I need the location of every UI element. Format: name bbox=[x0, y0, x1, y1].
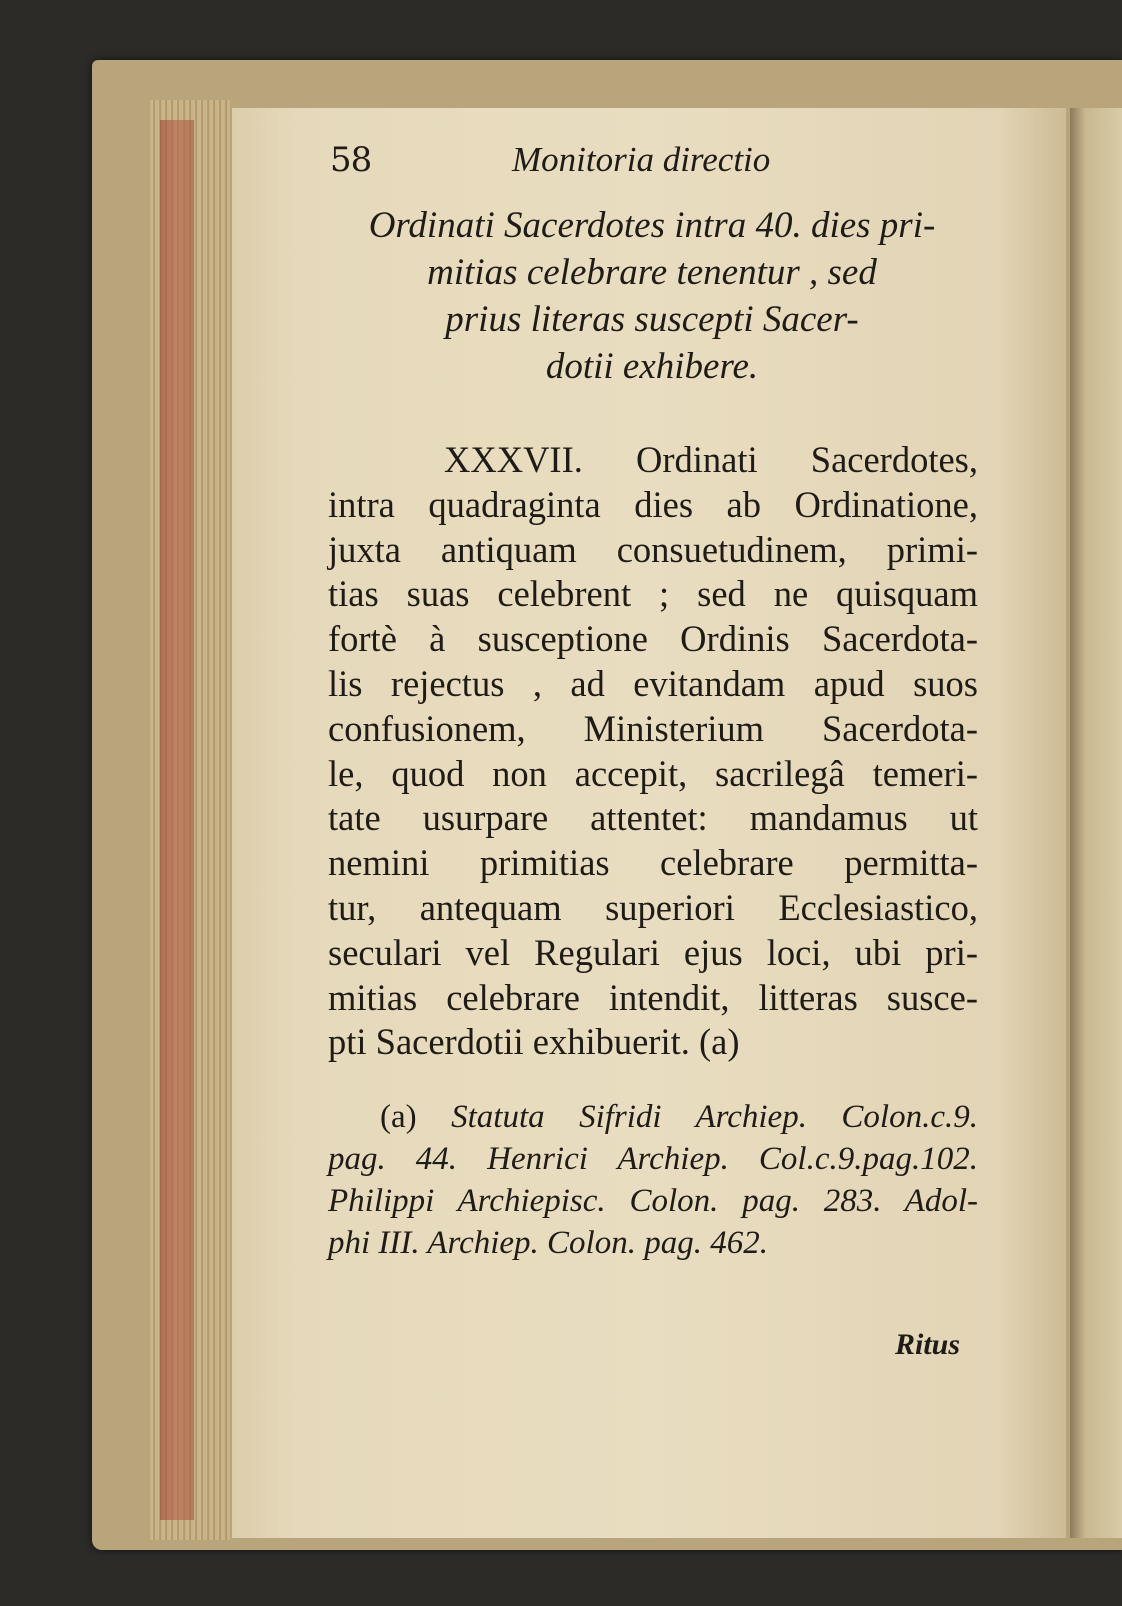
red-page-edge bbox=[160, 120, 194, 1520]
body-line: lis rejectus , ad evitandam apud suos bbox=[328, 662, 978, 704]
running-head: Monitoria directio bbox=[512, 140, 771, 179]
body-line: nemini primitias celebrare permitta- bbox=[328, 842, 978, 884]
body-line: seculari vel Regulari ejus loci, ubi pri- bbox=[328, 931, 978, 973]
body-paragraph bbox=[328, 438, 978, 1065]
page-header bbox=[232, 138, 1066, 188]
page-number: 58 bbox=[330, 140, 372, 180]
body-line: tate usurpare attentet: mandamus ut bbox=[328, 797, 978, 839]
body-line: juxta antiquam consuetudinem, primi- bbox=[328, 528, 978, 570]
body-line: XXXVII. Ordinati Sacerdotes, bbox=[444, 439, 978, 480]
body-line: mitias celebrare intendit, litteras susce- bbox=[328, 976, 978, 1018]
facing-page-edge bbox=[1070, 108, 1122, 1538]
body-line: confusionem, Ministerium Sacerdota- bbox=[328, 707, 978, 749]
catchword: Ritus bbox=[895, 1328, 961, 1361]
summary-line: mitias celebrare tenentur , sed bbox=[427, 252, 877, 293]
summary-line: dotii exhibere. bbox=[545, 346, 759, 387]
footnote-text: Statuta Sifridi Archiep. Colon.c.9. bbox=[451, 1099, 978, 1135]
footnote-line: Philippi Archiepisc. Colon. pag. 283. Adol- bbox=[328, 1183, 978, 1219]
body-line: tias suas celebrent ; sed ne quisquam bbox=[328, 573, 978, 615]
body-line: tur, antequam superiori Ecclesiastico, bbox=[328, 886, 978, 928]
body-line: intra quadraginta dies ab Ordinatione, bbox=[328, 483, 978, 525]
summary-line: prius literas suscepti Sacer- bbox=[445, 299, 859, 340]
page-edges bbox=[150, 100, 230, 1540]
footnote-line: pag. 44. Henrici Archiep. Col.c.9.pag.102. bbox=[328, 1141, 978, 1177]
chapter-summary bbox=[332, 202, 972, 390]
body-line: le, quod non accepit, sacrilegâ temeri- bbox=[328, 752, 978, 794]
footnote-marker: (a) bbox=[380, 1099, 417, 1135]
footnote bbox=[328, 1096, 978, 1264]
summary-line: Ordinati Sacerdotes intra 40. dies pri- bbox=[368, 205, 936, 246]
body-line: fortè à susceptione Ordinis Sacerdota- bbox=[328, 618, 978, 660]
page-text bbox=[232, 108, 1066, 1538]
footnote-line: phi III. Archiep. Colon. pag. 462. bbox=[328, 1225, 768, 1261]
body-line: pti Sacerdotii exhibuerit. (a) bbox=[328, 1021, 740, 1063]
footnote-line bbox=[328, 1096, 978, 1138]
